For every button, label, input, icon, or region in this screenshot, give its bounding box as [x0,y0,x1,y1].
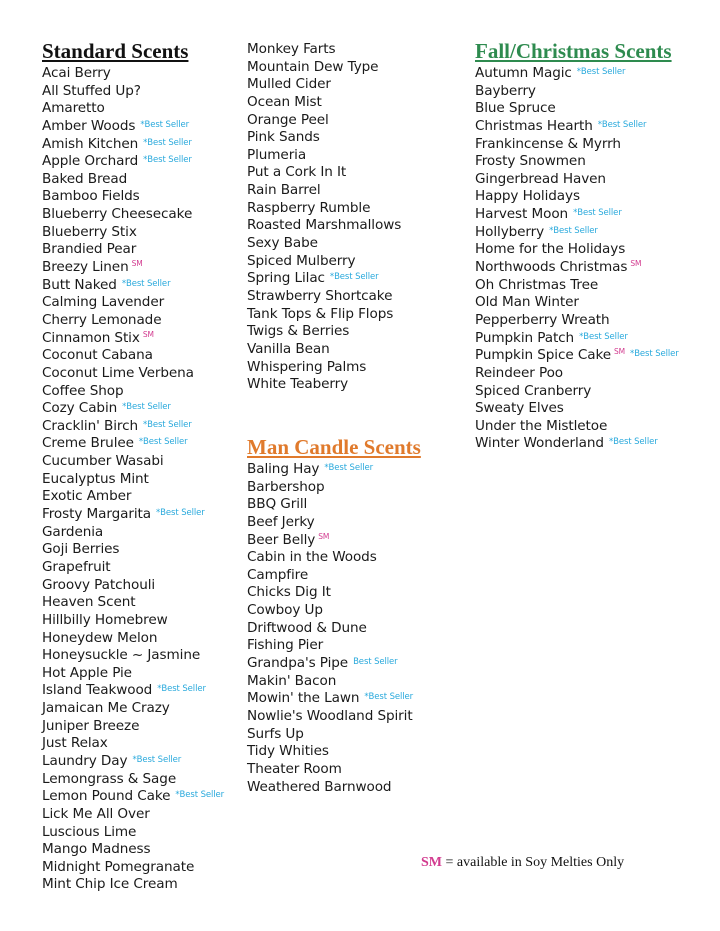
scent-name: Cozy Cabin [42,400,118,417]
scent-item [42,876,224,894]
best-seller-badge: *Best Seller [142,419,192,430]
scent-item [247,479,421,497]
scent-name: Mowin' the Lawn [247,690,360,707]
scent-item [247,147,401,165]
scent-name: Rain Barrel [247,182,321,199]
scent-name: Lick Me All Over [42,805,150,822]
scent-name: Blueberry Stix [42,223,137,240]
scent-item [42,735,224,753]
scent-name: Honeysuckle ~ Jasmine [42,647,201,664]
best-seller-badge: *Best Seller [121,278,171,289]
man-candle-scents-list [247,461,421,796]
scent-item [475,65,679,83]
scent-item [42,259,224,277]
scent-item [42,347,224,365]
scent-name: Hollyberry [475,223,545,240]
scent-name: Eucalyptus Mint [42,470,149,487]
scent-item [42,630,224,648]
scent-item [475,383,679,401]
scent-name: Jamaican Me Crazy [42,700,170,717]
scent-item [42,594,224,612]
scent-item [42,400,224,418]
legend-sm-marker: SM [421,855,442,870]
scent-item [42,224,224,242]
scent-name: Amaretto [42,100,105,117]
best-seller-badge: *Best Seller [143,155,192,166]
scent-name: Cabin in the Woods [247,549,377,566]
scent-item [475,277,679,295]
best-seller-badge: *Best Seller [132,754,182,765]
scent-item [42,753,224,771]
scent-item [247,76,401,94]
best-seller-badge: *Best Seller [579,331,628,342]
scent-item [42,700,224,718]
standard-scents-column [42,38,224,894]
scent-name: Winter Wonderland [475,435,604,452]
scent-name: White Teaberry [247,376,349,393]
scent-name: Pepperberry Wreath [475,311,610,328]
scent-item [475,136,679,154]
scent-name: Breezy Linen [42,259,129,276]
scent-name: Tank Tops & Flip Flops [247,305,394,322]
scent-item [42,136,224,154]
best-seller-badge: *Best Seller [324,463,374,473]
scent-name: Ocean Mist [247,93,322,110]
scent-name: Hot Apple Pie [42,664,132,681]
man-candle-scents-heading: Man Candle Scents [247,435,421,459]
scent-item [475,365,679,383]
scent-name: Barbershop [247,478,325,495]
scent-item [475,418,679,436]
scent-name: Apple Orchard [42,153,139,170]
scent-item [247,59,401,77]
scent-item [247,726,421,744]
scent-name: Mountain Dew Type [247,58,379,75]
scent-name: Frankincense & Myrrh [475,135,621,152]
scent-name: Spring Lilac [247,270,325,287]
scent-item [247,376,401,394]
scent-name: Cracklin' Birch [42,417,138,434]
scent-name: Home for the Holidays [475,241,626,258]
scent-item [247,164,401,182]
scent-item [42,524,224,542]
scent-item [247,270,401,288]
scent-item [42,665,224,683]
scent-name: Sweaty Elves [475,400,564,417]
legend-text: = available in Soy Melties Only [445,855,625,870]
scent-item [42,718,224,736]
scent-name: Fishing Pier [247,637,324,654]
scent-name: Calming Lavender [42,294,165,311]
scent-name: Put a Cork In It [247,164,347,181]
scent-item [247,341,401,359]
best-seller-badge: *Best Seller [157,684,206,695]
scent-name: Autumn Magic [475,65,572,81]
scent-item [475,83,679,101]
scent-name: Blueberry Cheesecake [42,206,193,223]
standard-scents-list [42,65,224,894]
scent-item [475,312,679,330]
scent-name: Cinnamon Stix [42,329,140,346]
scent-item [247,532,421,550]
scent-name: Chicks Dig It [247,584,331,601]
scent-item [42,806,224,824]
soy-melties-marker: SM [614,347,626,357]
scent-name: Weathered Barnwood [247,778,392,795]
scent-name: Frosty Margarita [42,506,152,523]
scent-item [247,288,401,306]
scent-name: Harvest Moon [475,206,569,223]
fall-christmas-scents-list [475,65,679,453]
soy-melties-marker: SM [131,259,143,269]
scent-item [475,224,679,242]
scent-name: Northwoods Christmas [475,259,628,276]
scent-name: Beef Jerky [247,513,315,530]
soy-melties-marker: SM [318,531,330,541]
standard-scents-heading: Standard Scents [42,39,189,63]
best-seller-badge: *Best Seller [549,225,598,236]
scent-item [247,655,421,673]
soy-melties-marker: SM [142,329,154,339]
scent-name: Baling Hay [247,461,320,477]
best-seller-badge: *Best Seller [630,349,679,360]
scent-name: Makin' Bacon [247,672,337,689]
best-seller-badge: *Best Seller [175,790,225,801]
best-seller-badge: *Best Seller [329,272,379,283]
scent-name: Butt Naked [42,276,117,293]
scent-item [475,118,679,136]
scent-item [42,312,224,330]
scent-name: Bamboo Fields [42,188,140,205]
scent-item [247,41,401,59]
scent-item [42,188,224,206]
soy-melties-legend [421,855,624,871]
scent-item [475,206,679,224]
scent-name: Under the Mistletoe [475,417,608,434]
scent-item [247,514,421,532]
scent-name: Hillbilly Homebrew [42,611,168,628]
scent-item [247,620,421,638]
scent-name: Driftwood & Dune [247,619,367,636]
scent-name: Groovy Patchouli [42,576,156,593]
scent-name: Monkey Farts [247,41,336,57]
best-seller-badge: *Best Seller [156,508,205,519]
scent-name: Surfs Up [247,725,304,742]
scent-item [42,206,224,224]
scent-name: Spiced Mulberry [247,252,356,269]
scent-name: Just Relax [42,735,108,752]
scent-name: Coconut Lime Verbena [42,364,194,381]
scent-name: Campfire [247,566,309,583]
scent-name: Beer Belly [247,531,316,548]
scent-name: Mint Chip Ice Cream [42,876,178,893]
scent-item [42,418,224,436]
scent-name: Bayberry [475,82,536,99]
scent-name: Twigs & Berries [247,323,350,340]
scent-name: Raspberry Rumble [247,199,371,216]
scent-item [475,330,679,348]
scent-name: Gardenia [42,523,104,540]
scent-name: Sexy Babe [247,235,318,252]
scent-item [247,690,421,708]
scent-name: Oh Christmas Tree [475,276,599,293]
scent-name: Vanilla Bean [247,340,330,357]
standard-scents-continued-list [247,41,401,394]
scent-item [247,323,401,341]
scent-item [247,567,421,585]
best-seller-badge: *Best Seller [608,437,658,448]
scent-item [42,559,224,577]
scent-name: Island Teakwood [42,682,153,699]
scent-item [42,682,224,700]
scent-name: Cherry Lemonade [42,311,162,328]
scent-name: Laundry Day [42,752,128,769]
scent-item [42,118,224,136]
scent-item [247,779,421,797]
scent-item [475,259,679,277]
scent-name: Brandied Pear [42,241,137,258]
scent-name: Lemongrass & Sage [42,770,177,787]
fall-christmas-scents-column [475,38,679,453]
scent-item [475,153,679,171]
scent-item [475,188,679,206]
scent-name: Amish Kitchen [42,135,139,152]
scent-name: Christmas Hearth [475,117,593,134]
scent-name: Exotic Amber [42,488,132,505]
scent-item [42,859,224,877]
scent-name: Juniper Breeze [42,717,140,734]
scent-name: Goji Berries [42,541,120,558]
best-seller-badge: *Best Seller [597,119,647,130]
scent-item [42,506,224,524]
scent-name: Pumpkin Patch [475,329,575,346]
scent-name: Heaven Scent [42,594,136,611]
scent-item [247,217,401,235]
scent-name: Whispering Palms [247,358,367,375]
best-seller-badge: *Best Seller [573,208,622,219]
scent-name: Pumpkin Spice Cake [475,347,611,364]
scent-item [247,761,421,779]
scent-name: Nowlie's Woodland Spirit [247,707,413,724]
scent-item [247,359,401,377]
scent-item [42,612,224,630]
scent-item [42,241,224,259]
scent-name: Roasted Marshmallows [247,217,402,234]
scent-name: Plumeria [247,146,307,163]
scent-item [42,471,224,489]
scent-name: Coconut Cabana [42,347,153,364]
scent-name: Reindeer Poo [475,364,564,381]
scent-name: Grapefruit [42,558,111,575]
best-seller-badge: *Best Seller [138,437,188,448]
scent-item [475,400,679,418]
best-seller-badge: *Best Seller [140,119,189,130]
scent-item [42,171,224,189]
best-seller-badge: Best Seller [353,657,398,668]
scent-item [247,200,401,218]
scent-name: Gingerbread Haven [475,170,606,187]
scent-item [247,235,401,253]
scent-name: Acai Berry [42,65,111,81]
scent-name: Orange Peel [247,111,329,128]
scent-item [475,100,679,118]
scent-name: Creme Brulee [42,435,134,452]
scent-item [247,549,421,567]
scent-name: Old Man Winter [475,294,579,311]
scent-name: Cowboy Up [247,602,323,619]
best-seller-badge: *Best Seller [364,692,414,703]
fall-christmas-scents-heading: Fall/Christmas Scents [475,39,672,63]
scent-item [42,488,224,506]
scent-item [42,453,224,471]
scent-item [247,129,401,147]
scent-item [42,330,224,348]
soy-melties-marker: SM [630,259,642,269]
scent-item [42,365,224,383]
scent-item [247,584,421,602]
man-candle-scents-column [247,434,421,796]
scent-item [42,577,224,595]
standard-scents-continued-column [247,41,401,394]
scent-name: Honeydew Melon [42,629,158,646]
scent-item [247,461,421,479]
scent-name: Baked Bread [42,170,128,187]
scent-item [42,83,224,101]
scent-name: Theater Room [247,760,342,777]
scent-name: Cucumber Wasabi [42,453,164,470]
scent-item [42,824,224,842]
scent-item [42,841,224,859]
scent-item [247,94,401,112]
scent-item [475,241,679,259]
scent-item [42,65,224,83]
scent-name: Blue Spruce [475,100,556,117]
scent-item [247,602,421,620]
scent-item [42,647,224,665]
scent-name: Midnight Pomegranate [42,858,195,875]
scent-item [42,435,224,453]
scent-item [42,277,224,295]
scent-item [247,637,421,655]
scent-name: Mulled Cider [247,76,331,93]
scent-name: Strawberry Shortcake [247,287,393,304]
best-seller-badge: *Best Seller [122,402,171,413]
scent-name: Pink Sands [247,129,320,146]
scent-item [475,171,679,189]
scent-item [42,100,224,118]
scent-name: Frosty Snowmen [475,153,586,170]
scent-name: Happy Holidays [475,188,580,205]
scent-name: BBQ Grill [247,496,308,513]
scent-item [42,541,224,559]
scent-item [42,788,224,806]
scent-item [475,294,679,312]
scent-name: Mango Madness [42,841,151,858]
scent-name: Luscious Lime [42,823,137,840]
scent-item [42,771,224,789]
scent-item [247,743,421,761]
scent-item [247,673,421,691]
scent-item [42,153,224,171]
scent-item [247,306,401,324]
scent-name: Amber Woods [42,117,136,134]
scent-item [247,496,421,514]
scent-item [475,347,679,365]
scent-name: Lemon Pound Cake [42,788,171,805]
scent-item [42,294,224,312]
scent-item [475,435,679,453]
best-seller-badge: *Best Seller [143,137,192,148]
scent-name: Coffee Shop [42,382,124,399]
scent-item [247,708,421,726]
scent-name: All Stuffed Up? [42,82,141,99]
scent-item [247,112,401,130]
best-seller-badge: *Best Seller [576,67,626,77]
scent-name: Spiced Cranberry [475,382,592,399]
scent-name: Tidy Whities [247,743,329,760]
scent-item [247,253,401,271]
scent-item [42,383,224,401]
scent-name: Grandpa's Pipe [247,655,349,672]
scent-item [247,182,401,200]
